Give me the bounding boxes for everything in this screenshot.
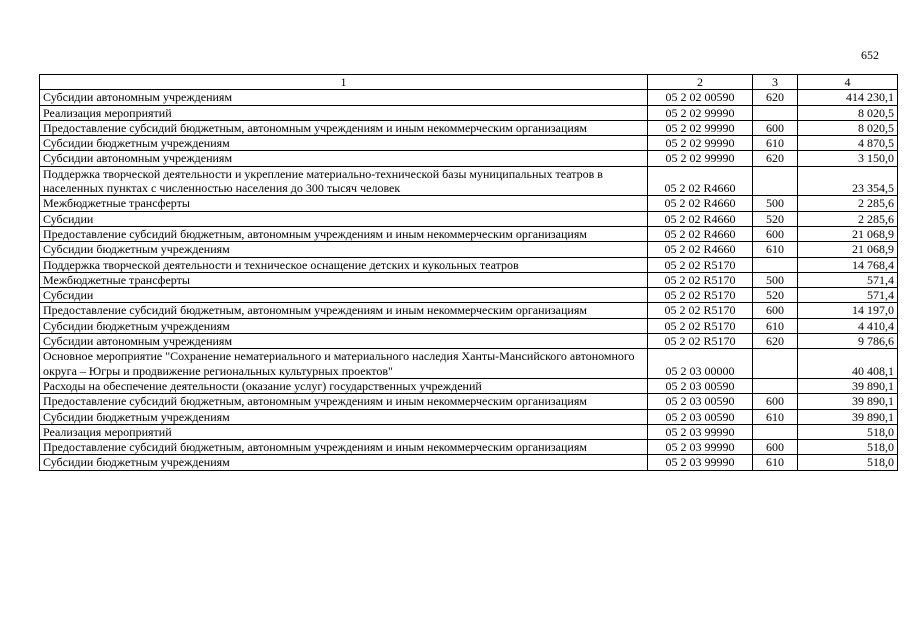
row-name: Субсидии бюджетным учреждениям xyxy=(40,455,648,470)
row-code: 05 2 02 R5170 xyxy=(648,303,753,318)
row-type: 610 xyxy=(753,318,798,333)
table-row xyxy=(40,226,898,241)
row-name: Субсидии бюджетным учреждениям xyxy=(40,318,648,333)
row-amount: 571,4 xyxy=(798,272,898,287)
row-code: 05 2 03 99990 xyxy=(648,455,753,470)
row-amount: 14 197,0 xyxy=(798,303,898,318)
row-amount: 414 230,1 xyxy=(798,90,898,105)
row-amount: 4 410,4 xyxy=(798,318,898,333)
row-type: 600 xyxy=(753,226,798,241)
table-row xyxy=(40,105,898,120)
row-code: 05 2 03 00000 xyxy=(648,349,753,379)
row-name: Субсидии автономным учреждениям xyxy=(40,151,648,166)
row-amount: 9 786,6 xyxy=(798,334,898,349)
table-row xyxy=(40,196,898,211)
budget-table xyxy=(39,74,898,471)
row-amount: 571,4 xyxy=(798,288,898,303)
row-code: 05 2 02 99990 xyxy=(648,136,753,151)
row-type: 610 xyxy=(753,455,798,470)
row-name: Предоставление субсидий бюджетным, автономным учреждениям и иным некоммерческим организациям xyxy=(40,303,648,318)
row-amount: 8 020,5 xyxy=(798,105,898,120)
row-type: 620 xyxy=(753,151,798,166)
row-name: Субсидии автономным учреждениям xyxy=(40,334,648,349)
page-number: 652 xyxy=(861,48,879,62)
row-amount: 21 068,9 xyxy=(798,242,898,257)
row-type: 600 xyxy=(753,303,798,318)
table-row xyxy=(40,394,898,409)
row-name: Реализация мероприятий xyxy=(40,105,648,120)
row-type: 600 xyxy=(753,120,798,135)
row-name: Предоставление субсидий бюджетным, автономным учреждениям и иным некоммерческим организациям xyxy=(40,394,648,409)
row-amount: 518,0 xyxy=(798,440,898,455)
row-name: Межбюджетные трансферты xyxy=(40,272,648,287)
table-row xyxy=(40,288,898,303)
row-code: 05 2 02 00590 xyxy=(648,90,753,105)
row-code: 05 2 03 99990 xyxy=(648,424,753,439)
row-code: 05 2 02 99990 xyxy=(648,120,753,135)
table-row xyxy=(40,409,898,424)
row-code: 05 2 03 00590 xyxy=(648,409,753,424)
row-code: 05 2 03 00590 xyxy=(648,378,753,393)
header-col-1: 1 xyxy=(40,75,648,90)
table-row xyxy=(40,424,898,439)
row-name: Предоставление субсидий бюджетным, автономным учреждениям и иным некоммерческим организациям xyxy=(40,120,648,135)
row-name: Субсидии бюджетным учреждениям xyxy=(40,409,648,424)
row-name: Реализация мероприятий xyxy=(40,424,648,439)
row-type: 600 xyxy=(753,394,798,409)
row-name: Субсидии автономным учреждениям xyxy=(40,90,648,105)
row-type: 610 xyxy=(753,136,798,151)
header-col-3: 3 xyxy=(753,75,798,90)
row-name: Субсидии xyxy=(40,211,648,226)
row-type: 500 xyxy=(753,272,798,287)
header-row xyxy=(40,75,898,90)
row-amount: 8 020,5 xyxy=(798,120,898,135)
row-code: 05 2 02 R4660 xyxy=(648,226,753,241)
row-name: Поддержка творческой деятельности и укрепление материально-технической базы муниципальных театров в населенных пунктах с численностью населения до 300 тысяч человек xyxy=(40,166,648,196)
header-col-4: 4 xyxy=(798,75,898,90)
row-name: Предоставление субсидий бюджетным, автономным учреждениям и иным некоммерческим организациям xyxy=(40,226,648,241)
table-row xyxy=(40,136,898,151)
row-amount: 40 408,1 xyxy=(798,349,898,379)
table-row xyxy=(40,90,898,105)
table-row xyxy=(40,242,898,257)
row-name: Поддержка творческой деятельности и техническое оснащение детских и кукольных театров xyxy=(40,257,648,272)
table-row xyxy=(40,120,898,135)
row-code: 05 2 02 R5170 xyxy=(648,334,753,349)
table-row xyxy=(40,151,898,166)
row-code: 05 2 02 R5170 xyxy=(648,257,753,272)
row-amount: 14 768,4 xyxy=(798,257,898,272)
table-row xyxy=(40,257,898,272)
row-code: 05 2 02 99990 xyxy=(648,151,753,166)
table-row xyxy=(40,303,898,318)
row-type xyxy=(753,378,798,393)
row-amount: 3 150,0 xyxy=(798,151,898,166)
row-name: Субсидии бюджетным учреждениям xyxy=(40,242,648,257)
row-type xyxy=(753,105,798,120)
row-code: 05 2 02 R4660 xyxy=(648,196,753,211)
row-code: 05 2 02 R4660 xyxy=(648,166,753,196)
row-amount: 39 890,1 xyxy=(798,394,898,409)
table-row xyxy=(40,349,898,379)
row-amount: 23 354,5 xyxy=(798,166,898,196)
table-row xyxy=(40,166,898,196)
row-code: 05 2 02 R5170 xyxy=(648,318,753,333)
row-code: 05 2 03 99990 xyxy=(648,440,753,455)
row-name: Субсидии бюджетным учреждениям xyxy=(40,136,648,151)
row-type xyxy=(753,349,798,379)
row-name: Предоставление субсидий бюджетным, автономным учреждениям и иным некоммерческим организациям xyxy=(40,440,648,455)
table-row xyxy=(40,272,898,287)
row-amount: 39 890,1 xyxy=(798,378,898,393)
row-type: 500 xyxy=(753,196,798,211)
row-name: Расходы на обеспечение деятельности (оказание услуг) государственных учреждений xyxy=(40,378,648,393)
table-row xyxy=(40,440,898,455)
row-type: 610 xyxy=(753,242,798,257)
table-row xyxy=(40,318,898,333)
row-code: 05 2 02 99990 xyxy=(648,105,753,120)
row-type xyxy=(753,257,798,272)
row-name: Субсидии xyxy=(40,288,648,303)
row-code: 05 2 02 R5170 xyxy=(648,288,753,303)
row-amount: 4 870,5 xyxy=(798,136,898,151)
table-body xyxy=(40,90,898,470)
row-type xyxy=(753,424,798,439)
row-type: 620 xyxy=(753,90,798,105)
table-row xyxy=(40,378,898,393)
row-name: Межбюджетные трансферты xyxy=(40,196,648,211)
row-code: 05 2 03 00590 xyxy=(648,394,753,409)
row-type: 520 xyxy=(753,288,798,303)
table-row xyxy=(40,211,898,226)
row-type: 610 xyxy=(753,409,798,424)
row-type: 620 xyxy=(753,334,798,349)
row-type: 520 xyxy=(753,211,798,226)
row-amount: 39 890,1 xyxy=(798,409,898,424)
table-row xyxy=(40,455,898,470)
row-type: 600 xyxy=(753,440,798,455)
row-type xyxy=(753,166,798,196)
row-name: Основное мероприятие "Сохранение нематериального и материального наследия Ханты-Мансийского автономного округа – Югры и продвижение региональных культурных проектов" xyxy=(40,349,648,379)
table-row xyxy=(40,334,898,349)
row-amount: 518,0 xyxy=(798,455,898,470)
row-amount: 21 068,9 xyxy=(798,226,898,241)
row-code: 05 2 02 R5170 xyxy=(648,272,753,287)
row-code: 05 2 02 R4660 xyxy=(648,242,753,257)
row-amount: 2 285,6 xyxy=(798,211,898,226)
row-amount: 2 285,6 xyxy=(798,196,898,211)
header-col-2: 2 xyxy=(648,75,753,90)
row-amount: 518,0 xyxy=(798,424,898,439)
row-code: 05 2 02 R4660 xyxy=(648,211,753,226)
